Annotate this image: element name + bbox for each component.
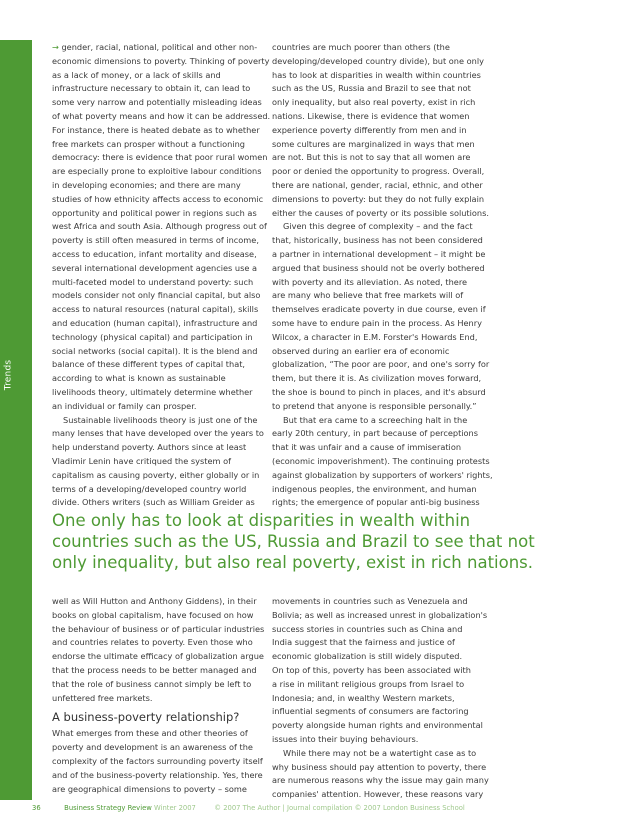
- text-line: indigenous peoples, the environment, and human: [272, 483, 477, 494]
- text-line: such as the US, Russia and Brazil to see that not: [272, 83, 471, 94]
- text-line: early 20th century, in part because of perceptions: [272, 428, 479, 439]
- text-line: and countries relates to poverty. Even those who: [52, 637, 253, 648]
- text-line: endorse the ultimate efficacy of globalization argue: [52, 651, 264, 662]
- text-line: argued that business should not be overly bothered: [272, 262, 485, 273]
- text-line: are not. But this is not to say that all women are: [272, 152, 471, 163]
- text-line: only inequality, but also real poverty, exist in rich: [272, 97, 476, 108]
- section-subheading: A business-poverty relationship?: [52, 710, 240, 725]
- text-line: economic dimensions to poverty. Thinking of poverty: [52, 55, 270, 66]
- text-line: well as Will Hutton and Anthony Giddens), in their: [52, 596, 257, 606]
- text-line: according to what is known as sustainable: [52, 373, 226, 384]
- text-line: experience poverty differently from men and in: [272, 124, 467, 135]
- text-line: issues into their buying behaviours.: [272, 733, 419, 744]
- text-line: influential segments of consumers are factoring: [272, 706, 469, 717]
- text-line: are especially prone to exploitive labour conditions: [52, 166, 262, 177]
- page-number: 36: [32, 804, 41, 812]
- text-line: Indonesia; and, in wealthy Western markets,: [272, 692, 455, 703]
- text-line: social networks (social capital). It is the blend and: [52, 345, 258, 356]
- text-line: democracy: there is evidence that poor rural women: [52, 152, 268, 163]
- text-line: → gender, racial, national, political and other non-: [52, 42, 258, 52]
- pull-quote: [52, 510, 612, 573]
- issue-date: Winter 2007: [154, 804, 196, 812]
- text-line: west Africa and south Asia. Although progress out of: [52, 221, 267, 232]
- column-bottom-right: [272, 595, 489, 802]
- text-line: multi-faceted model to understand poverty: such: [52, 276, 254, 287]
- text-line: balance of these different types of capital that,: [52, 359, 246, 370]
- text-line: Bolivia; as well as increased unrest in globalization's: [272, 609, 488, 620]
- text-line: several international development agencies use a: [52, 262, 258, 273]
- text-line: free markets can prosper without a functioning: [52, 138, 245, 149]
- text-line: has to look at disparities in wealth within countries: [272, 69, 481, 80]
- text-line: Sustainable livelihoods theory is just one of the: [63, 414, 258, 425]
- text-line: and education (human capital), infrastructure and: [52, 317, 258, 328]
- text-line: themselves eradicate poverty in due course, even if: [272, 304, 486, 315]
- pull-quote-line: only inequality, but also real poverty, exist in rich nations.: [52, 553, 534, 572]
- text-line: developing/developed country divide), but one only: [272, 55, 484, 66]
- pull-quote-line: countries such as the US, Russia and Brazil to see that not: [52, 532, 535, 551]
- text-line: (economic impoverishment). The continuing protests: [272, 455, 490, 466]
- text-line: a partner in international development – it might be: [272, 248, 486, 259]
- text-line: many lenses that have developed over the years to: [52, 428, 264, 439]
- text-line: as a lack of money, or a lack of skills and: [52, 69, 221, 80]
- text-line: movements in countries such as Venezuela and: [272, 596, 468, 606]
- text-line: terms of a developing/developed country world: [52, 483, 247, 494]
- copyright-notice: © 2007 The Author: [214, 804, 281, 812]
- text-line: livelihoods theory, ultimately determine whether: [52, 386, 253, 397]
- text-line: Vladimir Lenin have critiqued the system of: [52, 455, 231, 466]
- text-line: India suggest that the fairness and justice of: [272, 637, 455, 648]
- column-top-left: [52, 41, 271, 510]
- text-line: For instance, there is heated debate as to whether: [52, 124, 260, 135]
- text-line: capitalism as causing poverty, either globally or in: [52, 469, 260, 480]
- text-line: complexity of the factors surrounding poverty itself: [52, 755, 263, 766]
- text-line: poverty alongside human rights and environmental: [272, 720, 483, 731]
- text-line: But that era came to a screeching halt in the: [283, 414, 468, 425]
- text-line: of what poverty means and how it can be addressed.: [52, 110, 271, 121]
- text-line: nations. Likewise, there is evidence that women: [272, 110, 470, 121]
- text-line: in developing economies; and there are many: [52, 179, 241, 190]
- text-line: either the causes of poverty or its possible solutions.: [272, 207, 489, 218]
- text-line: infrastructure necessary to obtain it, can lead to: [52, 83, 251, 94]
- text-line: While there may not be a watertight case as to: [283, 747, 477, 758]
- text-line: access to education, infant mortality and disease,: [52, 248, 257, 259]
- text-line: unfettered free markets.: [52, 692, 153, 703]
- section-label: Trends: [3, 359, 14, 391]
- text-line: economic globalization is still widely disputed.: [272, 651, 463, 662]
- text-line: observed during an earlier era of economic: [272, 345, 450, 356]
- text-line: poverty and development is an awareness of the: [52, 742, 253, 753]
- footer-separator: |: [282, 804, 285, 812]
- text-line: some have to endure pain in the process. As Henry: [272, 317, 482, 328]
- text-line: some very narrow and potentially misleading ideas: [52, 97, 262, 108]
- text-line: with poverty and its alleviation. As noted, there: [272, 276, 468, 287]
- text-line: and of the business-poverty relationship. Yes, there: [52, 769, 263, 780]
- publication-name: Business Strategy Review: [64, 804, 152, 812]
- text-line: success stories in countries such as China and: [272, 623, 463, 634]
- text-line: globalization, “The poor are poor, and one's sorry for: [272, 359, 490, 370]
- text-line: opportunity and political power in regions such as: [52, 207, 257, 218]
- text-line: an individual or family can prosper.: [52, 400, 197, 411]
- text-line: the behaviour of business or of particular industries: [52, 623, 265, 634]
- text-line: a rise in militant religious groups from Israel to: [272, 678, 465, 689]
- column-bottom-left: [52, 595, 265, 796]
- continuation-arrow-icon: →: [52, 42, 59, 52]
- text-line: are many who believe that free markets will of: [272, 290, 464, 301]
- text-line: there are national, gender, racial, ethnic, and other: [272, 179, 483, 190]
- text-line: them, but there it is. As civilization moves forward,: [272, 373, 482, 384]
- text-line: that the role of business cannot simply be left to: [52, 678, 252, 689]
- page-footer: [32, 804, 592, 812]
- text-line: access to natural resources (natural capital), skills: [52, 304, 259, 315]
- text-line: studies of how ethnicity affects access to economic: [52, 193, 264, 204]
- text-line: divide. Others writers (such as William Greider as: [52, 497, 255, 508]
- text-line: to pretend that anyone is responsible personally.”: [272, 400, 477, 411]
- pull-quote-line: One only has to look at disparities in wealth within: [52, 511, 471, 530]
- text-line: are numerous reasons why the issue may gain many: [272, 775, 489, 786]
- journal-compilation: Journal compilation © 2007 London Business School: [286, 804, 465, 812]
- text-line: What emerges from these and other theories of: [52, 728, 248, 739]
- text-line: help understand poverty. Authors since at least: [52, 442, 247, 453]
- text-line: are geographical dimensions to poverty – some: [52, 783, 247, 794]
- text-line: why business should pay attention to poverty, there: [272, 761, 487, 772]
- text-line: technology (physical capital) and participation in: [52, 331, 253, 342]
- text-line: Given this degree of complexity – and the fact: [283, 221, 473, 232]
- text-line: that, historically, business has not been considered: [272, 235, 483, 246]
- text-line: poor or denied the opportunity to progress. Overall,: [272, 166, 485, 177]
- text-line: companies' attention. However, these reasons vary: [272, 789, 484, 800]
- text-line: countries are much poorer than others (the: [272, 42, 450, 52]
- text-line: books on global capitalism, have focused on how: [52, 609, 254, 620]
- text-line: some cultures are marginalized in ways that men: [272, 138, 475, 149]
- text-line: poverty is still often measured in terms of income,: [52, 235, 259, 246]
- text-line: that it was unfair and a cause of immiseration: [272, 442, 462, 453]
- text-line: dimensions to poverty: but they do not fully explain: [272, 193, 485, 204]
- text-line: models consider not only financial capital, but also: [52, 290, 261, 301]
- column-top-right: [272, 41, 493, 510]
- text-line: rights; the emergence of popular anti-big business: [272, 497, 480, 508]
- text-line: Wilcox, a character in E.M. Forster's Howards End,: [272, 331, 478, 342]
- section-tab: [0, 40, 32, 800]
- text-line: the shoe is bound to pinch in places, and it's absurd: [272, 386, 486, 397]
- text-line: against globalization by supporters of workers' rights,: [272, 469, 493, 480]
- text-line: On top of this, poverty has been associated with: [272, 664, 471, 675]
- text-line: that the process needs to be better managed and: [52, 664, 257, 675]
